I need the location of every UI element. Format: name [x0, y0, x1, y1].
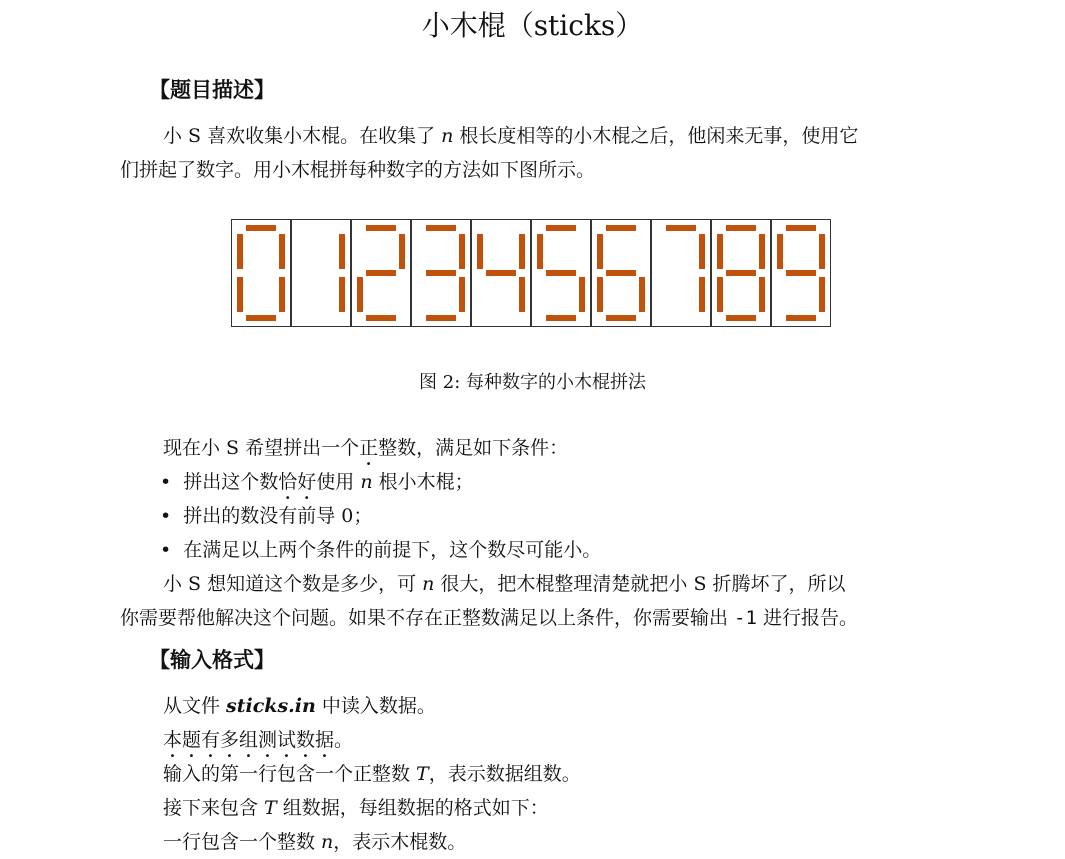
emphasis-multi-testcase: 本题有多组测试数据。: [163, 729, 354, 751]
segment-g: [726, 270, 756, 276]
segment-a: [426, 225, 456, 231]
segment-e: [237, 277, 243, 312]
segment-c: [819, 277, 825, 312]
segment-c: [519, 277, 525, 312]
digit-2: [352, 220, 411, 327]
digit-0: [232, 220, 291, 327]
input-line-4: [163, 791, 549, 825]
segment-c: [579, 277, 585, 312]
segment-c: [639, 277, 645, 312]
code-minus-one: -1: [734, 607, 757, 629]
segment-a: [726, 225, 756, 231]
segment-d: [546, 315, 576, 321]
text: 一行包含一个整数: [163, 831, 322, 853]
text: 进行报告。: [756, 607, 858, 629]
digit-6: [592, 220, 651, 327]
text: 小 S 想知道这个数是多少，可: [163, 573, 423, 595]
text: 整数，满足如下条件：: [378, 437, 569, 459]
segment-b: [459, 234, 465, 269]
segment-f: [717, 234, 723, 269]
figure-caption: 图 2: 每种数字的小木棍拼法: [419, 372, 646, 393]
segment-d: [246, 315, 276, 321]
digit-7: [652, 220, 711, 327]
segment-a: [546, 225, 576, 231]
bullet-icon: •: [160, 471, 172, 493]
segment-c: [699, 277, 705, 312]
bullet-icon: •: [160, 505, 172, 527]
segment-c: [459, 277, 465, 312]
text: 你需要帮他解决这个问题。如果不存在正整数满足以上条件，你需要输出: [120, 607, 735, 629]
variable-n: n: [360, 471, 373, 493]
segment-a: [606, 225, 636, 231]
segment-b: [699, 234, 705, 269]
text: 拼出这个数: [183, 471, 279, 493]
segment-d: [606, 315, 636, 321]
segment-g: [366, 270, 396, 276]
text: 从文件: [163, 695, 227, 717]
emphasis-positive: 正: [359, 437, 379, 459]
segment-b: [339, 234, 345, 269]
variable-n: n: [441, 125, 454, 147]
digit-5: [532, 220, 591, 327]
digit-3: [412, 220, 471, 327]
segment-f: [537, 234, 543, 269]
segment-d: [366, 315, 396, 321]
text: 根长度相等的小木棍之后，他闲来无事，使用它: [453, 125, 859, 147]
text: 组数据，每组数据的格式如下：: [276, 797, 549, 819]
segment-g: [426, 270, 456, 276]
variable-n: n: [422, 573, 435, 595]
segment-e: [357, 277, 363, 312]
segment-a: [666, 225, 696, 231]
description-line-5: [120, 601, 858, 635]
segment-a: [246, 225, 276, 231]
segment-d: [786, 315, 816, 321]
input-line-3: [163, 757, 581, 791]
segment-f: [597, 234, 603, 269]
segment-a: [786, 225, 816, 231]
segment-g: [546, 270, 576, 276]
digit-figure: [231, 219, 831, 327]
segment-f: [777, 234, 783, 269]
emphasis-exactly: 恰好: [278, 471, 317, 493]
variable-T: T: [416, 763, 429, 785]
text: 根小木棍；: [372, 471, 474, 493]
digit-1: [292, 220, 351, 327]
segment-f: [477, 234, 483, 269]
segment-b: [819, 234, 825, 269]
segment-c: [759, 277, 765, 312]
section-heading-input: 【输入格式】: [149, 648, 275, 672]
input-filename: sticks.in: [226, 695, 316, 717]
text: 小 S 喜欢收集小木棍。在收集了: [163, 125, 442, 147]
seven-segment-digits: [231, 219, 831, 327]
text: 在满足以上两个条件的前提下，这个数尽可能小。: [183, 539, 602, 561]
text: 现在小 S 希望拼出一个: [163, 437, 360, 459]
text: 很大，把木棍整理清楚就把小 S 折腾坏了，所以: [434, 573, 846, 595]
digit-4: [472, 220, 531, 327]
text: 使用: [316, 471, 361, 493]
input-line-5: [163, 825, 466, 859]
segment-g: [786, 270, 816, 276]
segment-g: [486, 270, 516, 276]
segment-d: [726, 315, 756, 321]
segment-e: [717, 277, 723, 312]
description-line-2: 们拼起了数字。用小木棍拼每种数字的方法如下图所示。: [120, 159, 596, 181]
segment-b: [279, 234, 285, 269]
description-line-1: [163, 119, 858, 153]
bullet-3: [160, 533, 601, 567]
input-line-1: [163, 689, 436, 723]
segment-b: [759, 234, 765, 269]
segment-f: [237, 234, 243, 269]
segment-e: [597, 277, 603, 312]
segment-c: [339, 277, 345, 312]
text: 拼出的数没有前导 0；: [183, 505, 373, 527]
variable-n: n: [321, 831, 334, 853]
segment-g: [606, 270, 636, 276]
bullet-icon: •: [160, 539, 172, 561]
page-title: 小木棍（sticks）: [421, 9, 644, 42]
variable-T: T: [264, 797, 277, 819]
segment-a: [366, 225, 396, 231]
text: 输入的第一行包含一个正整数: [163, 763, 417, 785]
segment-c: [279, 277, 285, 312]
section-heading-description: 【题目描述】: [149, 78, 275, 102]
segment-b: [519, 234, 525, 269]
segment-d: [426, 315, 456, 321]
digit-9: [772, 220, 831, 327]
digit-8: [712, 220, 771, 327]
bullet-2: [160, 499, 372, 533]
text: ，表示数据组数。: [428, 763, 581, 785]
text: ，表示木棍数。: [333, 831, 467, 853]
text: 接下来包含: [163, 797, 265, 819]
segment-b: [399, 234, 405, 269]
description-line-4: [163, 567, 846, 601]
text: 中读入数据。: [315, 695, 436, 717]
